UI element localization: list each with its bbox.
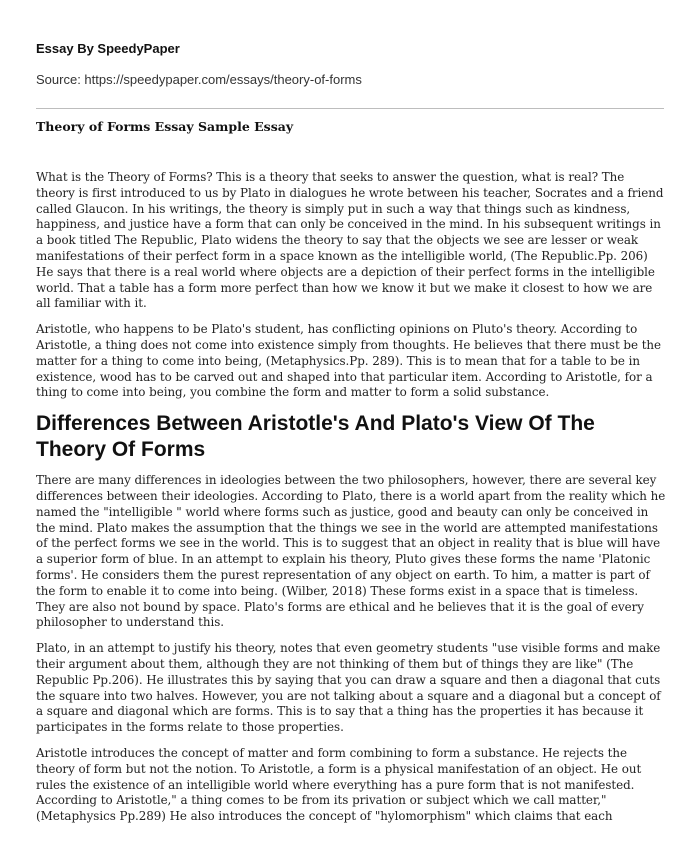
page-header	[36, 41, 664, 87]
paragraph-plato-geometry: Plato, in an attempt to justify his theory, notes that even geometry students "use visible forms and make their argument about them, although they are not thinking of them but of things they are like" (The Republic Pp.206). He illustrates this by saying that you can draw a square and then a diagonal that cuts the square into two halves. However, you are not talking about a square and a diagonal but a concept of a square and diagonal which are forms. This is to say that a thing has the properties it has because it participates in the forms relate to those properties.	[36, 641, 661, 735]
essay-by-label: Essay By SpeedyPaper	[36, 41, 180, 56]
section-heading: Differences Between Aristotle's And Plato's View Of The Theory Of Forms	[36, 412, 595, 462]
paragraph-aristotle-matter: Aristotle introduces the concept of matter and form combining to form a substance. He rejects the theory of form but not the notion. To Aristotle, a form is a physical manifestation of an object. He out rules the existence of an intelligible world where everything has a pure form that is not manifested. According to Aristotle," a thing comes to be from its privation or subject which we call matter," (Metaphysics Pp.289) He also introduces the concept of "hylomorphism" which claims that each	[36, 745, 642, 824]
paragraph-differences: There are many differences in ideologies between the two philosophers, however, there are several key differences between their ideologies. According to Plato, there is a world apart from the reality which he named the "intelligible " world where forms such as justice, good and beauty can only be conceived in the mind. Plato makes the assumption that the things we see in the world are attempted manifestations of the perfect forms we see in the world. This is to suggest that an object in reality that is blue will have a superior form of blue. In an attempt to explain his theory, Pluto gives these forms the name 'Platonic forms'. He considers them the purest representation of any object on earth. To him, a matter is part of the form to enable it to come into being. (Wilber, 2018) These forms exist in a space that is timeless. They are also not bound by space. Plato's forms are ethical and he believes that it is the goal of every philosopher to understand this.	[36, 473, 666, 630]
paragraph-intro: What is the Theory of Forms? This is a theory that seeks to answer the question, what is real? The theory is first introduced to us by Plato in dialogues he wrote between his teacher, Socrates and a friend called Glaucon. In his writings, the theory is simply put in such a way that things such as kindness, happiness, and justice have a form that can only be conceived in the mind. In his subsequent writings in a book titled The Republic, Plato widens the theory to say that the objects we see are lesser or weak manifestations of their perfect form in a space known as the intelligible world, (The Republic.Pp. 206) He says that there is a real world where objects are a depiction of their perfect forms in the intelligible world. That a table has a form more perfect than how we know it but we make it closest to how we are all familiar with it.	[36, 170, 664, 311]
source-line: Source: https://speedypaper.com/essays/theory-of-forms	[36, 72, 362, 87]
document-title: Theory of Forms Essay Sample Essay	[36, 119, 294, 134]
header-divider	[36, 108, 664, 109]
document-body	[36, 170, 666, 835]
paragraph-aristotle: Aristotle, who happens to be Plato's student, has conflicting opinions on Pluto's theory. According to Aristotle, a thing does not come into existence simply from thoughts. He believes that there must be the matter for a thing to come into being, (Metaphysics.Pp. 289). This is to mean that for a table to be in existence, wood has to be carved out and shaped into that particular item. According to Aristotle, for a thing to come into being, you combine the form and matter to form a solid substance.	[36, 322, 662, 400]
